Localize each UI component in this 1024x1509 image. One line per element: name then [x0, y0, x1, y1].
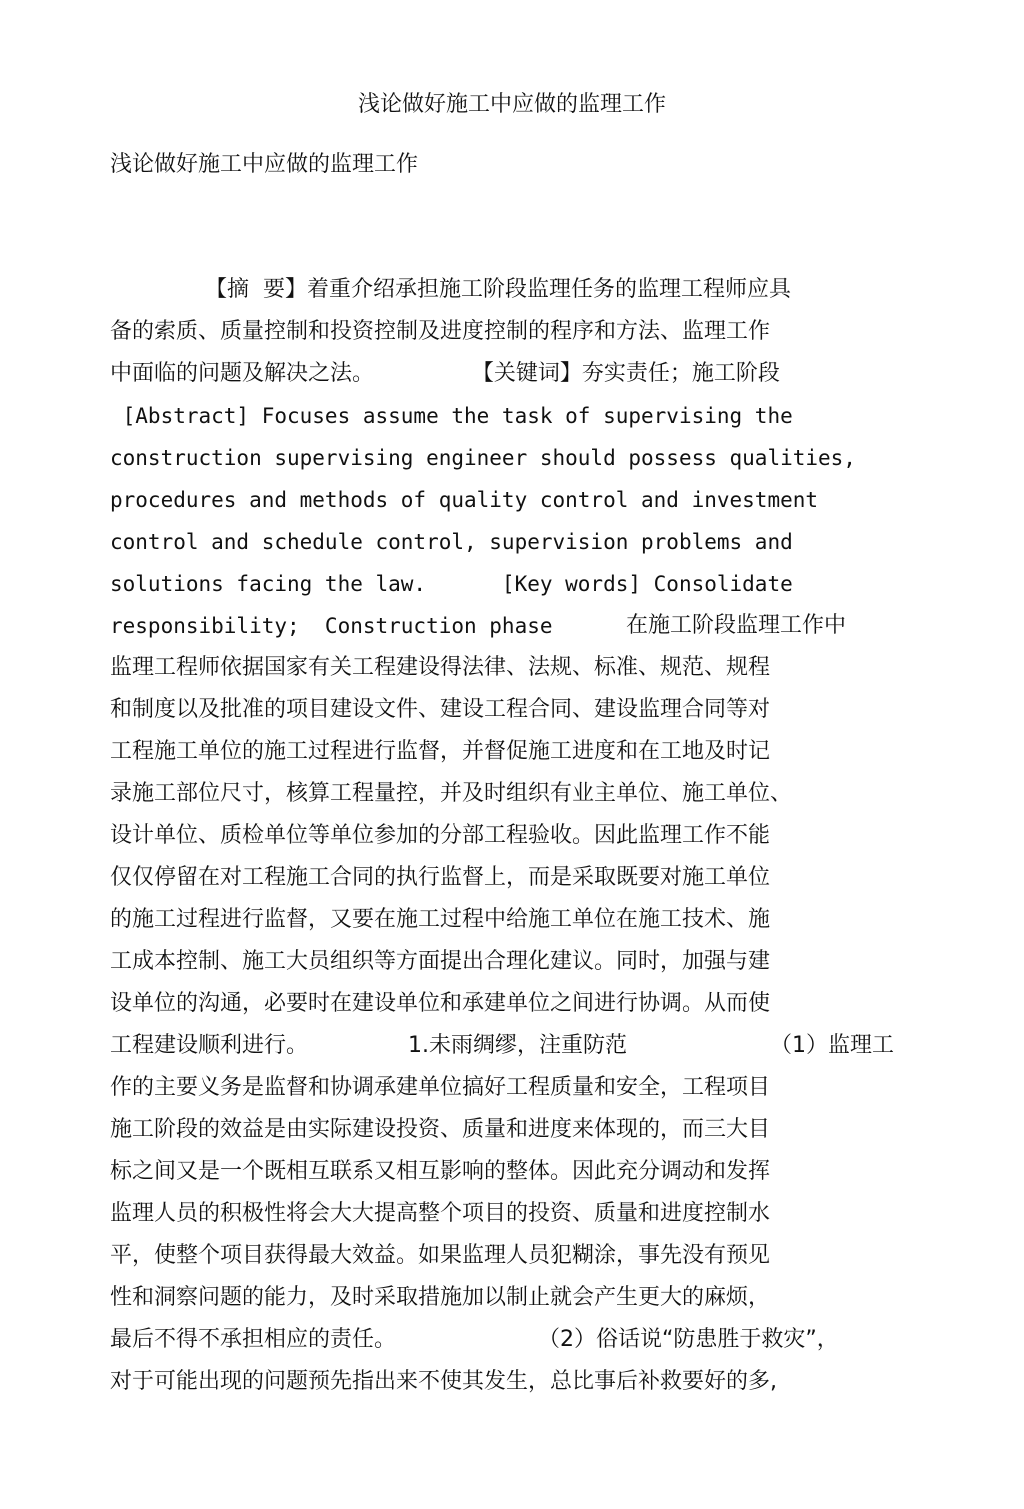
point-2-start: （2）俗话说“防患胜于救灾”， [538, 1327, 839, 1352]
body-line: 仅仅停留在对工程施工合同的执行监督上，而是采取既要对施工单位 [110, 865, 771, 890]
english-abstract-line-5: solutions facing the law. [Key words] Consolidate [110, 572, 793, 596]
body-line: 监理工程师依据国家有关工程建设得法律、法规、标准、规范、规程 [110, 655, 771, 680]
english-abstract-line-3: procedures and methods of quality control and investment [110, 488, 819, 512]
document-subtitle: 浅论做好施工中应做的监理工作 [110, 152, 419, 177]
body-line: 性和洞察问题的能力，及时采取措施加以制止就会产生更大的麻烦， [110, 1285, 771, 1310]
body-line: 工程施工单位的施工过程进行监督，并督促施工进度和在工地及时记 [110, 739, 771, 764]
abstract-line-3: 中面临的问题及解决之法。 【关键词】夯实责任；施工阶段 [110, 361, 780, 386]
page-title: 浅论做好施工中应做的监理工作 [357, 92, 666, 117]
english-abstract-line-2: construction supervising engineer should possess qualities, [110, 446, 856, 470]
body-line: 标之间又是一个既相互联系又相互影响的整体。因此充分调动和发挥 [110, 1159, 771, 1184]
body-line: 监理人员的积极性将会大大提高整个项目的投资、质量和进度控制水 [110, 1201, 771, 1226]
body-line: 录施工部位尺寸，核算工程量控，并及时组织有业主单位、施工单位、 [110, 781, 793, 806]
body-line: 作的主要义务是监督和协调承建单位搞好工程质量和安全，工程项目 [110, 1075, 771, 1100]
body-line: 工程建设顺利进行。 [110, 1033, 309, 1058]
point-1-start: （1）监理工 [770, 1033, 894, 1058]
english-abstract-line-1: [Abstract] Focuses assume the task of supervising the [110, 404, 793, 428]
english-abstract-line-4: control and schedule control, supervision problems and [110, 530, 793, 554]
section-heading-1: 1.未雨绸缪，注重防范 [408, 1033, 627, 1058]
body-line-start: 在施工阶段监理工作中 [626, 613, 847, 638]
abstract-line-2: 备的索质、质量控制和投资控制及进度控制的程序和方法、监理工作 [110, 319, 771, 344]
body-line: 平，使整个项目获得最大效益。如果监理人员犯糊涂，事先没有预见 [110, 1243, 771, 1268]
body-line: 施工阶段的效益是由实际建设投资、质量和进度来体现的，而三大目 [110, 1117, 771, 1142]
body-line: 的施工过程进行监督，又要在施工过程中给施工单位在施工技术、施 [110, 907, 771, 932]
body-line: 设单位的沟通，必要时在建设单位和承建单位之间进行协调。从而使 [110, 991, 771, 1016]
body-line: 工成本控制、施工大员组织等方面提出合理化建议。同时，加强与建 [110, 949, 771, 974]
body-line: 最后不得不承担相应的责任。 [110, 1327, 397, 1352]
body-line: 设计单位、质检单位等单位参加的分部工程验收。因此监理工作不能 [110, 823, 771, 848]
body-line: 和制度以及批准的项目建设文件、建设工程合同、建设监理合同等对 [110, 697, 771, 722]
english-abstract-line-6: responsibility; Construction phase [110, 614, 553, 638]
abstract-line-1: 【摘 要】着重介绍承担施工阶段监理任务的监理工程师应具 [205, 277, 791, 302]
body-line: 对于可能出现的问题预先指出来不使其发生，总比事后补救要好的多, [110, 1369, 777, 1394]
